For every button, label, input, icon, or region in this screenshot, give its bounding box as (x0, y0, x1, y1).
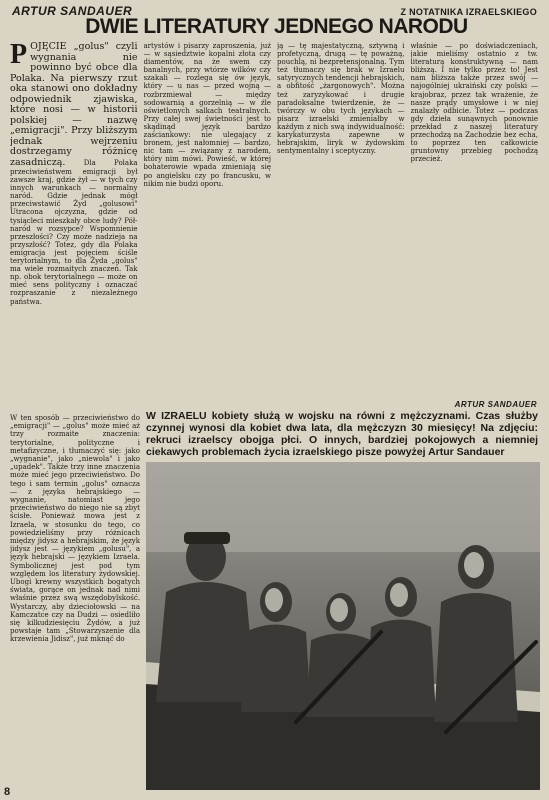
author-header: ARTUR SANDAUER (12, 4, 133, 18)
byline: ARTUR SANDAUER (454, 400, 537, 409)
series-label: Z NOTATNIKA IZRAELSKIEGO (400, 7, 537, 17)
article-column-1 (10, 42, 138, 392)
photo-caption: W IZRAELU kobiety służą w wojsku na równi z mężczyznami. Czas służby czynnej wynosi dla kobiet dwa lata, dla mężczyzn 30 miesięcy! Na zdjęciu: rekruci izraelscy obojga płci. O innych, bardziej pokojowych a niemniej ciekawych problemach życia izraelskiego pisze powyżej Artur Sandauer (146, 410, 538, 458)
drop-cap: P (10, 42, 28, 70)
left-column-text: W ten sposób — przeciwieństwo do „emigracji" — „golus" może mieć aż trzy rozmaite znaczenia: terytorialne, polityczne i metafizyczne, i tłumaczyć się: jako „wygnanie", jako „niewola" i jako „upadek". Także trzy inne znaczenia może mieć jego przeciwieństwo. Do tego i sam termin „golus" oznacza — z języka hebrajskiego — wygnanie, natomiast jego przeciwieństwo do niego nie są zbyt ścisłe. Ponieważ mowa jest z Izraela, w stosunku do tego, co powiedzieliśmy przy różnicach między jidysz a hebrajskim, że język jidysz jest — językiem „golusu", a język hebrajski — językiem Izraela. Symbolicznej jest pod tym względem los literatury żydowskiej. Ubogi krewny wszystkich bogatych świata, gorące on jednak nad nimi właśnie przez swą wszędobylskość. Wystarczy, aby dzieciołowski — na Kamczatce czy na Dudzi — osiedliło się kilkudziesięciu Żydów, a już powstaje tam „Stowarzyszenie dla krzewienia Jidisz", już mknąć do (10, 414, 140, 644)
lead-paragraph: OJĘCIE „golus" czyli wygnania nie powinno być obce dla Polaka. Na pierwszy rzut oka stanowi ono dokładny odpowiednik zjawiska, które nosi — w historii polskiej — nazwę „emigracji". Przy bliższym jednak wejrzeniu dostrzegamy różnicę zasadniczą. (10, 42, 138, 168)
page-number: 8 (4, 786, 11, 798)
article-columns (10, 42, 538, 392)
article-column-3: ją — tę majestatyczną, sztywną i profetyczną, drugą — tę poważną, pouchlą, ni bezpretensjonalną. Tym też tłumaczy się brak w Izraelu satyrycznych tendencji hebrajskich, a obfitość „żargonowych". Można też zaryzykować i drugie paradoksalne twierdzenie, że — twórczy w obu tych językach — pisarz izraelski zmieniałby w każdym z nich swą indywidualność: karykaturzysta zapewne w hebrajskim, liryk w żydowskim sentymentalny i sceptyczny. (277, 42, 405, 156)
photo-recruits (146, 462, 540, 790)
headline: DWIE LITERATURY JEDNEGO NARODU (85, 15, 468, 38)
article-column-2: artystów i pisarzy zaproszenia, już — w sąsiedztwie kopalni złota czy diamentów, na że swem czy banalnych, przy wtórze wilków czy szakali — rozlega się ów język, który — u nas — przed wojną — rozbrzmiewał — między sodowarnią a gorzelnią — w źle oświetlonych salkach teatralnych. Przy całej swej świetności jest to skądinąd język bardzo zaściankowy: nie ulegający z bronem, jest nałomniej — bardzo, nic tam — związany z narodem, który nim mówi. Powieść, w której bohaterowie wpada zmieniają się po angielsku czy po francusku, w nikim nie budzi oporu. (143, 42, 271, 188)
column-1-text: Dla Polaka przeciwieństwem emigracji był zawsze kraj, gdzie żył — w tych czy innych warunkach — normalny naród. Gdzie jednak mógł przeciwstawić Żyd „golusowi" Utracona ojczyzna, gdzie od tysiącleci mieszkały obce ludy? Pół-naród w rozsypce? Wspomnienie przeszłości? Czy może nadzieja na przyszłość? Totez, gdy dla Polaka emigracja jest pojęciem ściśle terytorialnym, to dla Żyda „golus" ma wiele rozmaitych znaczeń. Tak np. obok terytorialnego — może on mieć sens polityczny i oznaczać rozpraszanie z niezależnego państwa. (10, 158, 138, 306)
article-column-4: właśnie — po doświadczeniach, jakie mieliśmy ostatnio z tw. literaturą konstruktywną — nam bliższą. I nie tylko przez to! Jest nam bliższa także przez swój — najogólniej ukraiński czy polski — krajobraz, przez tak wrażenie, że nasze prądy umysłowe i w niej znalazły odbicie. Totez — podczas gdy dzieła sunąwnych ponownie przekład z naszej literatury przechodzą na Zachodzie bez echa, to poprzez ten całkowicie gruntowny przebieg pochodzą przecież. (410, 42, 538, 164)
photo-illustration (146, 462, 540, 790)
